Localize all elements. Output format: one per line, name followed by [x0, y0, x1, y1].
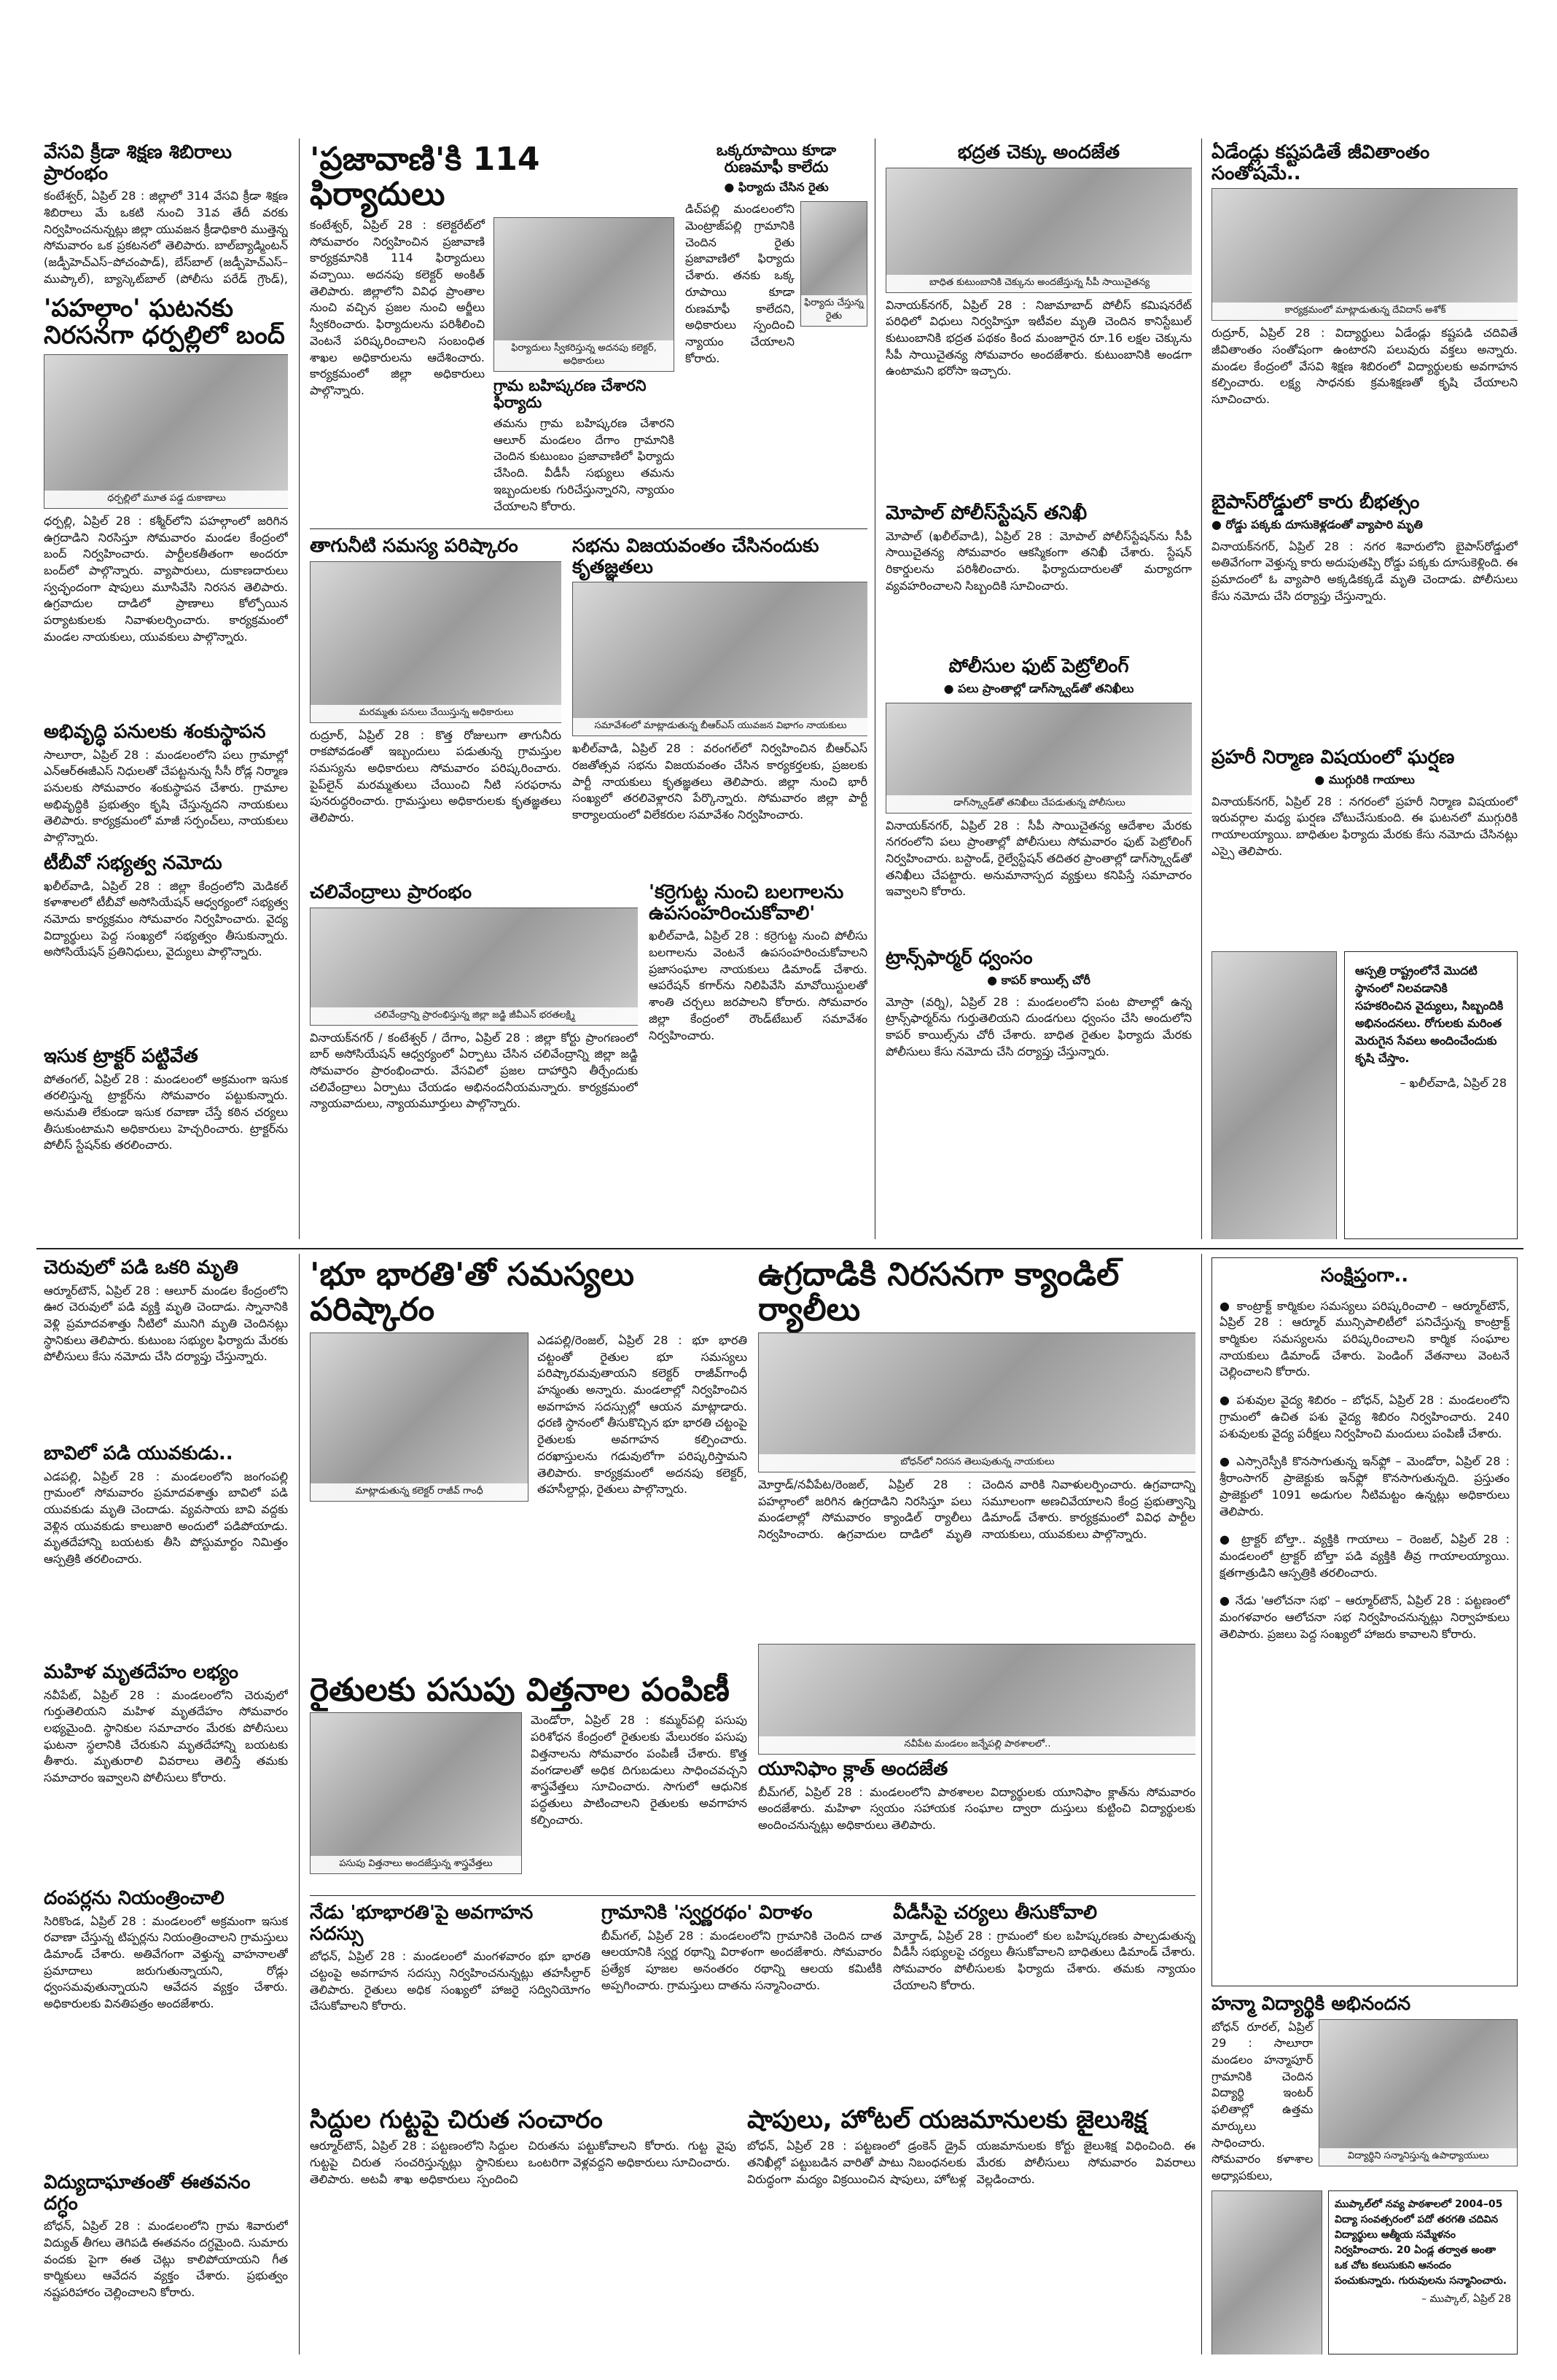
photo-caption: పసుపు విత్తనాలు అందజేస్తున్న శాస్త్రవేత్తలు — [311, 1856, 521, 1873]
article-body: వినాయక్‌నగర్‌, ఏప్రిల్‌ 28 : నగర శివారులోని బైపాస్‌రోడ్డులో అతివేగంగా వెళ్తున్న కారు అదుపుతప్పి రోడ్డు పక్కకు దూసుకెళ్లింది. ఈ ప్రమాదంలో ఓ వ్యాపారి అక్కడికక్కడే మృతి చెందాడు. పోలీసులు కేసు నమోదు చేసి దర్యాప్తు చేస్తున్నారు. — [1211, 539, 1518, 603]
headline: మోపాల్‌ పోలీస్‌స్టేషన్‌ తనిఖీ — [886, 503, 1088, 524]
photo-water-booth — [310, 908, 638, 1026]
bullet-point: ● ఫిర్యాదు చేసిన రైతు — [685, 180, 867, 197]
headline: బైపాస్‌రోడ్డులో కారు బీభత్సం — [1211, 492, 1420, 513]
headline: దంపర్లను నియంత్రించాలి — [44, 1888, 225, 1909]
headline: 'పహల్గాం' ఘటనకు నిరసనగా ధర్పల్లిలో బంద్‌ — [44, 295, 285, 351]
column-rule — [1201, 138, 1202, 1239]
headline: తాగునీటి సమస్య పరిష్కారం — [310, 536, 518, 557]
photo-closed-shops — [44, 354, 288, 509]
article-body: ఖలీల్‌వాడి, ఏప్రిల్‌ 28 : కర్రెగుట్ట నుంచి పోలీసు బలగాలను వెంటనే ఉపసంహరించుకోవాలని ప్రజాసంఘాల నాయకులు డిమాండ్‌ చేశారు. ఆపరేషన్‌ కగార్‌ను నిలిపివేసి మావోయిస్టులతో శాంతి చర్చలు జరపాలని కోరారు. సోమవారం జిల్లా కేంద్రంలో రౌండ్‌టేబుల్‌ సమావేశం నిర్వహించారు. — [649, 929, 867, 1042]
article-summer-camps — [44, 142, 288, 288]
headline: ఇసుక ట్రాక్టర్‌ పట్టివేత — [44, 1046, 198, 1067]
photo-caption: మరమ్మతు పనులు చేయిస్తున్న అధికారులు — [311, 705, 561, 722]
article-student-felicitation — [1211, 1994, 1518, 2183]
photo-caption: బాధిత కుటుంబానికి చెక్కును అందజేస్తున్న సీపీ సాయిచైతన్య — [886, 275, 1192, 292]
article-loan-waiver — [685, 142, 867, 521]
article-woman-body — [44, 1662, 288, 1881]
article-uniform — [758, 1644, 1195, 1892]
photo-repairs — [310, 561, 561, 723]
article-body: బీమ్‌గల్‌, ఏప్రిల్‌ 28 : మండలంలోని పాఠశాలల విద్యార్థులకు యూనిఫాం క్లాత్‌ను సోమవారం అందజేశారు. మహిళా స్వయం సహాయక సంఘాల ద్వారా దుస్తులు కుట్టించి విద్యార్థులకు అందించనున్నట్లు అధికారులు తెలిపారు. — [758, 1784, 1195, 1833]
article-foot-patrol — [886, 656, 1192, 940]
article-bhu-bharathi — [310, 1257, 747, 1666]
article-body: మోపాల్‌ (ఖలీల్‌వాడి), ఏప్రిల్‌ 28 : మోపాల్‌ పోలీస్‌స్టేషన్‌ను సీపీ సాయిచైతన్య సోమవారం ఆకస్మికంగా తనిఖీ చేశారు. స్టేషన్‌ రికార్డులను పరిశీలించారు. ఫిర్యాదుదారులతో మర్యాదగా వ్యవహరించాలని సిబ్బందికి సూచించారు. — [886, 528, 1192, 593]
photo-caption: డాగ్‌స్క్వాడ్‌తో తనిఖీలు చేపడుతున్న పోలీసులు — [886, 795, 1192, 813]
photo-caption: మాట్లాడుతున్న కలెక్టర్‌ రాజీవ్‌ గాంధీ — [311, 1483, 528, 1501]
article-sand-tractor — [44, 1046, 288, 1239]
column-rule — [299, 1254, 300, 2354]
article-body: బోధన్‌ రూరల్‌, ఏప్రిల్‌ 29 : సాలూరా మండలం హన్మాపూర్‌ గ్రామానికి చెందిన విద్యార్థి ఇంటర్‌ ఫలితాల్లో ఉత్తమ మార్కులు సాధించారు. సోమవారం కళాశాల అధ్యాపకులు, — [1211, 2019, 1314, 2183]
headline: 'భూ భారతి'తో సమస్యలు పరిష్కారం — [310, 1257, 634, 1329]
headline: టీబీవో సభ్యత్వ నమోదు — [44, 853, 222, 874]
article-body: బోధన్‌, ఏప్రిల్‌ 28 : పట్టణంలో డ్రంకెన్‌ డ్రైవ్‌ తనిఖీల్లో పట్టుబడిన వారితో పాటు నిబంధనలకు విరుద్ధంగా మద్యం విక్రయించిన షాపులు, హోటళ్ల యజమానులకు కోర్టు జైలుశిక్ష విధించింది. ఈ మేరకు పోలీసులు సోమవారం వివరాలు వెల్లడించారు. — [747, 2139, 1195, 2186]
article-seven-years — [1211, 142, 1518, 485]
photo-seeds — [310, 1712, 522, 1874]
article-body: ఎడపల్లి/రెంజల్‌, ఏప్రిల్‌ 28 : భూ భారతి చట్టంతో రైతుల భూ సమస్యలు పరిష్కారమవుతాయని కలెక్టర్‌ రాజీవ్‌గాంధీ హన్మంతు అన్నారు. మండలాల్లో నిర్వహించిన అవగాహన సదస్సుల్లో ఆయన మాట్లాడారు. ధరణి స్థానంలో తీసుకొచ్చిన భూ భారతి చట్టంపై రైతులకు అవగాహన కల్పించారు. దరఖాస్తులను గడువులోగా పరిష్కరిస్తామని తెలిపారు. కార్యక్రమంలో అదనపు కలెక్టర్‌, తహసీల్దార్లు, రైతులు పాల్గొన్నారు. — [537, 1333, 747, 1497]
article-body: ధర్పల్లి, ఏప్రిల్‌ 28 : కశ్మీర్‌లోని పహల్గాంలో జరిగిన ఉగ్రదాడిని నిరసిస్తూ సోమవారం మండల కేంద్రంలో బంద్‌ నిర్వహించారు. పార్టీలకతీతంగా అందరూ బంద్‌లో పాల్గొన్నారు. వ్యాపారులు, దుకాణదారులు స్వచ్ఛందంగా షాపులు మూసివేసి నిరసన తెలిపారు. ఉగ్రవాదుల దాడిలో ప్రాణాలు కోల్పోయిన పర్యాటకులకు నివాళులర్పించారు. కార్యక్రమంలో మండల నాయకులు, యువకులు పాల్గొన్నారు. — [44, 513, 288, 644]
article-brs-thanks — [572, 536, 867, 875]
photo-farmer — [800, 201, 867, 327]
quote-box-hospital — [1211, 951, 1518, 1239]
article-body: రుద్రూర్‌, ఏప్రిల్‌ 28 : విద్యార్థులు ఏడేండ్లు కష్టపడి చదివితే జీవితాంతం సంతోషంగా ఉంటారని పలువురు వక్తలు అన్నారు. మండల కేంద్రంలో వేసవి శిక్షణ శిబిరంలో విద్యార్థులకు అవగాహన కల్పించారు. లక్ష్య సాధనకు క్రమశిక్షణతో కృషి చేయాలని సూచించారు. — [1211, 326, 1518, 407]
quote — [1328, 2190, 1518, 2354]
photo-reunion — [1211, 2190, 1322, 2354]
section-rule — [310, 1895, 1195, 1896]
headline: రైతులకు పసుపు విత్తనాల పంపిణీ — [310, 1673, 730, 1709]
photo-caption: ఫిర్యాదు చేస్తున్న రైతు — [801, 295, 867, 326]
headline: ప్రహరీ నిర్మాణ విషయంలో ఘర్షణ — [1211, 747, 1455, 768]
article-body: ఖలీల్‌వాడి, ఏప్రిల్‌ 28 : వరంగల్‌లో నిర్వహించిన బీఆర్‌ఎస్‌ రజతోత్సవ సభను విజయవంతం చేసిన కార్యకర్తలకు, ప్రజలకు పార్టీ నాయకులు కృతజ్ఞతలు తెలిపారు. జిల్లా నుంచి భారీ సంఖ్యలో తరలివెళ్లారని పేర్కొన్నారు. సోమవారం జిల్లా పార్టీ కార్యాలయంలో విలేకరుల సమావేశం నిర్వహించారు. — [572, 741, 867, 822]
headline: ట్రాన్స్‌ఫార్మర్‌ ధ్వంసం — [886, 948, 1033, 969]
article-mopal-inspection — [886, 503, 1192, 649]
photo-caption: చలివేంద్రాన్ని ప్రారంభిస్తున్న జిల్లా జడ్జి జీవీఎన్‌ భరతలక్ష్మి — [311, 1007, 638, 1025]
article-body: బోధన్‌, ఏప్రిల్‌ 28 : మండలంలోని గ్రామ శివారులో విద్యుత్‌ తీగలు తెగిపడి ఈతవనం దగ్ధమైంది. సుమారు వందకు పైగా ఈత చెట్లు కాలిపోయాయని గీత కార్మికులు ఆవేదన వ్యక్తం చేశారు. ప్రభుత్వం నష్టపరిహారం చెల్లించాలని కోరారు. — [44, 2219, 288, 2300]
bullet-point: ● రోడ్డు పక్కకు దూసుకెళ్లడంతో వ్యాపారి మృతి — [1211, 518, 1518, 534]
photo-cheque — [886, 168, 1192, 293]
article-bandh — [44, 295, 288, 714]
article-body-2: తమను గ్రామ బహిష్కరణ చేశారని ఆలూర్‌ మండలం దేగాం గ్రామానికి చెందిన కుటుంబం ప్రజావాణిలో ఫిర్యాదు చేసింది. వీడీసీ సభ్యులు తమను ఇబ్బందులకు గురిచేస్తున్నారని, న్యాయం చేయాలని కోరారు. — [493, 415, 674, 513]
article-body: రుద్రూర్‌, ఏప్రిల్‌ 28 : కొత్త రోజులుగా తాగునీరు రాకపోవడంతో ఇబ్బందులు పడుతున్న గ్రామస్తుల సమస్యను అధికారులు సోమవారం పరిష్కరించారు. పైప్‌లైన్‌ మరమ్మతులు చేయించి నీటి సరఫరాను పునరుద్ధరించారు. గ్రామస్తులు అధికారులకు కృతజ్ఞతలు తెలిపారు. — [310, 727, 561, 825]
article-body: మోర్తాడ్‌, ఏప్రిల్‌ 28 : గ్రామంలో కుల బహిష్కరణకు పాల్పడుతున్న వీడీసీ సభ్యులపై చర్యలు తీసుకోవాలని బాధితులు డిమాండ్‌ చేశారు. సోమవారం పోలీసులకు ఫిర్యాదు చేశారు. తమకు న్యాయం చేయాలని కోరారు. — [893, 1928, 1195, 1992]
article-body: ఆర్మూర్‌టౌన్‌, ఏప్రిల్‌ 28 : ఆలూర్‌ మండల కేంద్రంలోని ఊర చెరువులో పడి వ్యక్తి మృతి చెందాడు. స్నానానికి వెళ్లి ప్రమాదవశాత్తు నీటిలో మునిగి మృతి చెందినట్లు స్థానికులు తెలిపారు. కుటుంబ సభ్యుల ఫిర్యాదు మేరకు పోలీసులు కేసు నమోదు చేసి దర్యాప్తు చేస్తున్నారు. — [44, 1283, 288, 1364]
photo-caption: ధర్పల్లిలో మూత పడ్డ దుకాణాలు — [44, 491, 288, 508]
quote-credit: – ఖలీల్‌వాడి, ఏప్రిల్‌ 28 — [1400, 1076, 1507, 1090]
headline: నేడు 'భూభారతి'పై అవగాహన సదస్సు — [310, 1903, 534, 1945]
photo-prajavani — [493, 217, 674, 372]
article-jail-sentence — [747, 2107, 1195, 2354]
article-body: వినాయక్‌నగర్‌, ఏప్రిల్‌ 28 : నగరంలో ప్రహరీ నిర్మాణ విషయంలో ఇరువర్గాల మధ్య ఘర్షణ చోటుచేసుకుంది. ఈ ఘటనలో ముగ్గురికి గాయాలయ్యాయి. బాధితుల ఫిర్యాదు మేరకు కేసు నమోదు చేసినట్లు ఎస్సై తెలిపారు. — [1211, 794, 1518, 858]
headline: ఒక్కరూపాయి కూడా రుణమాఫీ కాలేదు — [716, 142, 837, 176]
photo-collector — [310, 1333, 528, 1502]
article-transformer — [886, 948, 1192, 1239]
article-foundation-stone — [44, 722, 288, 846]
quote-text: ముప్కాల్‌లో నవ్య పాఠశాలలో 2004–05 విద్యా సంవత్సరంలో పదో తరగతి చదివిన విద్యార్థులు ఆత్మీయ సమ్మేళనం నిర్వహించారు. 20 ఏండ్ల తర్వాత అంతా ఒక చోట కలుసుకుని ఆనందం పంచుకున్నారు. గురువులను సన్మానించారు. — [1335, 2198, 1507, 2287]
list-item: ● కాంట్రాక్ట్‌ కార్మికుల సమస్యలు పరిష్కరించాలి – ఆర్మూర్‌టౌన్‌, ఏప్రిల్‌ 28 : ఆర్మూర్‌ మున్సిపాలిటీలో పనిచేస్తున్న కాంట్రాక్ట్‌ కార్మికుల సమస్యలను పరిష్కరించాలని కార్మిక సంఘాల నాయకులు డిమాండ్‌ చేశారు. పెండింగ్‌ వేతనాలు వెంటనే చెల్లించాలని కోరారు. — [1220, 1298, 1510, 1381]
article-body: మోస్రా (వర్ని), ఏప్రిల్‌ 28 : మండలంలోని పంట పొలాల్లో ఉన్న ట్రాన్స్‌ఫార్మర్‌ను గుర్తుతెలియని దుండగులు ధ్వంసం చేసి అందులోని కాపర్‌ కాయిల్స్‌ను చోరీ చేశారు. బాధిత రైతుల ఫిర్యాదు మేరకు పోలీసులు కేసు నమోదు చేసి దర్యాప్తు చేస్తున్నారు. — [886, 994, 1192, 1058]
article-body: కంటేశ్వర్‌, ఏప్రిల్‌ 28 : కలెక్టరేట్‌లో సోమవారం నిర్వహించిన ప్రజావాణి కార్యక్రమానికి 114 ఫిర్యాదులు వచ్చాయి. అదనపు కలెక్టర్‌ అంకిత్‌ తెలిపారు. జిల్లాలోని వివిధ ప్రాంతాల నుంచి వచ్చిన ప్రజల నుంచి అర్జీలు స్వీకరించారు. ఫిర్యాదులను పరిశీలించి వెంటనే పరిష్కరించాలని సంబంధిత శాఖల అధికారులను ఆదేశించారు. కార్యక్రమంలో జిల్లా అధికారులు పాల్గొన్నారు. — [310, 217, 485, 397]
article-body: మోర్తాడ్‌/నవీపేట/రెంజల్‌, ఏప్రిల్‌ 28 : పహల్గాంలో జరిగిన ఉగ్రదాడిని నిరసిస్తూ పలు మండలాల్లో సోమవారం క్యాండిల్‌ ర్యాలీలు నిర్వహించారు. ఉగ్రవాదుల దాడిలో మృతి చెందిన వారికి నివాళులర్పించారు. ఉగ్రవాదాన్ని సమూలంగా అణచివేయాలని కేంద్ర ప్రభుత్వాన్ని డిమాండ్‌ చేశారు. కార్యక్రమంలో వివిధ పార్టీల నాయకులు, యువకులు పాల్గొన్నారు. — [758, 1477, 1195, 1541]
article-drinking-water — [310, 536, 561, 875]
article-lake-death — [44, 1257, 288, 1436]
headline: అభివృద్ధి పనులకు శంకుస్థాపన — [44, 722, 266, 743]
photo-caption: కార్యక్రమంలో మాట్లాడుతున్న దేవిదాస్‌ అశోక్‌ — [1212, 303, 1518, 320]
photo-caption: నవీపేట మండలం జన్నేపల్లి పాఠశాలలో.. — [759, 1736, 1195, 1754]
headline: పోలీసుల ఫుట్‌ పెట్రోలింగ్‌ — [948, 656, 1129, 677]
article-body: ఖలీల్‌వాడి, ఏప్రిల్‌ 28 : జిల్లా కేంద్రంలోని మెడికల్‌ కళాశాలలో టీబీవో అసోసియేషన్‌ ఆధ్వర్యంలో సభ్యత్వ నమోదు కార్యక్రమం సోమవారం నిర్వహించారు. వైద్య విద్యార్థులు పెద్ద సంఖ్యలో సభ్యత్వం తీసుకున్నారు. అసోసియేషన్‌ ప్రతినిధులు, వైద్యులు పాల్గొన్నారు. — [44, 878, 288, 959]
article-security-cheque — [886, 142, 1192, 492]
article-body: కంటేశ్వర్‌, ఏప్రిల్‌ 28 : జిల్లాలో 314 వేసవి క్రీడా శిక్షణ శిబిరాలు మే ఒకటి నుంచి 31వ తేదీ వరకు నిర్వహించనున్నట్లు జిల్లా యువజన క్రీడాధికారి ముత్తెన్న సోమవారం ఒక ప్రకటనలో తెలిపారు. బాల్‌బ్యాడ్మింటన్‌ (జడ్పీహెచ్‌ఎస్‌–పోచంపాడ్‌), బేస్‌బాల్‌ (జడ్పీహెచ్‌ఎస్‌–ముప్కాల్‌), బ్యాస్కెట్‌బాల్‌ (పోలీసు పరేడ్‌ గ్రౌండ్‌), — [44, 189, 288, 286]
article-body: మెండోరా, ఏప్రిల్‌ 28 : కమ్మర్‌పల్లి పసుపు పరిశోధన కేంద్రంలో రైతులకు మేలురకం పసుపు విత్తనాలను సోమవారం పంపిణీ చేశారు. కొత్త వంగడాలతో అధిక దిగుబడులు సాధించవచ్చని శాస్త్రవేత్తలు సూచించారు. సాగులో ఆధునిక పద్ధతులు పాటించాలని రైతులకు అవగాహన కల్పించారు. — [531, 1713, 747, 1827]
headline: గ్రామానికి 'స్వర్ణరథం' విరాళం — [601, 1903, 813, 1924]
article-water-booths — [310, 882, 638, 1239]
article-well-death — [44, 1443, 288, 1655]
headline: సంక్షిప్తంగా.. — [1320, 1265, 1409, 1287]
article-palm-grove — [44, 2172, 288, 2354]
headline: 'కర్రెగుట్ట నుంచి బలగాలను ఉపసంహరించుకోవాలి' — [649, 882, 844, 924]
article-body: ఆర్మూర్‌టౌన్‌, ఏప్రిల్‌ 28 : పట్టణంలోని సిద్దుల గుట్టపై చిరుత సంచరిస్తున్నట్లు స్థానికులు తెలిపారు. అటవీ శాఖ అధికారులు స్పందించి చిరుతను పట్టుకోవాలని కోరారు. గుట్ట వైపు ఒంటరిగా వెళ్లవద్దని అధికారులు సూచించారు. — [310, 2139, 736, 2186]
article-body: సాలూరా, ఏప్రిల్‌ 28 : మండలంలోని పలు గ్రామాల్లో ఎన్‌ఆర్‌ఈజీఎస్‌ నిధులతో చేపట్టనున్న సీసీ రోడ్ల నిర్మాణ పనులకు సోమవారం శంకుస్థాపన చేశారు. గ్రామాల అభివృద్ధికి ప్రభుత్వం కృషి చేస్తున్నదని నాయకులు తెలిపారు. కార్యక్రమంలో మాజీ సర్పంచ్‌లు, నాయకులు పాల్గొన్నారు. — [44, 747, 288, 845]
page-divider — [36, 1248, 1523, 1249]
headline: మహిళ మృతదేహం లభ్యం — [44, 1662, 238, 1683]
headline: చలివేంద్రాలు ప్రారంభం — [310, 882, 472, 903]
article-body: డిచ్‌పల్లి మండలంలోని మెంట్రాజ్‌పల్లి గ్రామానికి చెందిన రైతు ప్రజావాణిలో ఫిర్యాదు చేశారు. తనకు ఒక్క రూపాయి కూడా రుణమాఫీ కాలేదని, అధికారులు స్పందించి న్యాయం చేయాలని కోరారు. — [685, 202, 795, 365]
list-item: ● పశువుల వైద్య శిబిరం – బోధన్‌, ఏప్రిల్‌ 28 : మండలంలోని గ్రామంలో ఉచిత పశు వైద్య శిబిరం నిర్వహించారు. 240 పశువులకు వైద్య పరీక్షలు నిర్వహించి మందులు పంపిణీ చేశారు. — [1220, 1392, 1510, 1442]
headline: సిద్దుల గుట్టపై చిరుత సంచారం — [310, 2107, 603, 2134]
bullet-point: ● పలు ప్రాంతాల్లో డాగ్‌స్క్వాడ్‌తో తనిఖీలు — [886, 682, 1192, 698]
photo-rally — [758, 1333, 1195, 1472]
column-rule — [299, 138, 300, 1239]
headline: ఉగ్రదాడికి నిరసనగా క్యాండిల్‌ ర్యాలీలు — [758, 1257, 1120, 1329]
article-dumpers — [44, 1888, 288, 2165]
photo-student — [1319, 2019, 1518, 2166]
article-body: వినాయక్‌నగర్‌, ఏప్రిల్‌ 28 : నిజామాబాద్‌ పోలీస్‌ కమిషనరేట్‌ పరిధిలో విధులు నిర్వహిస్తూ ఇటీవల మృతి చెందిన కానిస్టేబుల్‌ కుటుంబానికి భద్రత పథకం కింద మంజూరైన రూ.16 లక్షల చెక్కును సీపీ సాయిచైతన్య సోమవారం అందజేశారు. కుటుంబానికి అండగా ఉంటామని భరోసా ఇచ్చారు. — [886, 297, 1192, 378]
article-candle-rallies — [758, 1257, 1195, 1636]
article-body: సిరికొండ, ఏప్రిల్‌ 28 : మండలంలో అక్రమంగా ఇసుక రవాణా చేస్తున్న టిప్పర్లను నియంత్రించాలని గ్రామస్తులు డిమాండ్‌ చేశారు. అతివేగంగా వెళ్తున్న వాహనాలతో ప్రమాదాలు జరుగుతున్నాయని, రోడ్లు ధ్వంసమవుతున్నాయని ఆవేదన వ్యక్తం చేశారు. అధికారులకు వినతిపత్రం అందజేశారు. — [44, 1913, 288, 2011]
article-body: పోతంగల్‌, ఏప్రిల్‌ 28 : మండలంలో అక్రమంగా ఇసుక తరలిస్తున్న ట్రాక్టర్‌ను సోమవారం పట్టుకున్నారు. అనుమతి లేకుండా ఇసుక రవాణా చేస్తే కఠిన చర్యలు తీసుకుంటామని అధికారులు హెచ్చరించారు. ట్రాక్టర్‌ను పోలీస్‌ స్టేషన్‌కు తరలించారు. — [44, 1072, 288, 1152]
column-rule — [1201, 1254, 1202, 2354]
article-wall-clash — [1211, 747, 1518, 944]
headline: 'ప్రజావాణి'కి 114 ఫిర్యాదులు — [310, 142, 540, 214]
subheadline: గ్రామ బహిష్కరణ చేశారని ఫిర్యాదు — [493, 376, 647, 411]
headline: షాపులు, హోటల్‌ యజమానులకు జైలుశిక్ష — [747, 2107, 1147, 2134]
article-body: బోధన్‌, ఏప్రిల్‌ 28 : మండలంలో మంగళవారం భూ భారతి చట్టంపై అవగాహన సదస్సు నిర్వహించనున్నట్లు తహసీల్దార్‌ తెలిపారు. రైతులు అధిక సంఖ్యలో హాజరై సద్వినియోగం చేసుకోవాలని కోరారు. — [310, 1949, 590, 2013]
article-body: నవీపేట్‌, ఏప్రిల్‌ 28 : మండలంలోని చెరువులో గుర్తుతెలియని మహిళ మృతదేహం సోమవారం లభ్యమైంది. స్థానికుల సమాచారం మేరకు పోలీసులు ఘటనా స్థలానికి చేరుకుని మృతదేహాన్ని బయటకు తీశారు. మృతురాలి వివరాలు తెలిస్తే తమకు సమాచారం ఇవ్వాలని పోలీసులు కోరారు. — [44, 1688, 288, 1785]
article-tbo-membership — [44, 853, 288, 1039]
photo-hospital — [1211, 951, 1337, 1239]
headline: చెరువులో పడి ఒకరి మృతి — [44, 1257, 238, 1279]
article-turmeric-seeds — [310, 1673, 747, 1892]
photo-meeting — [572, 582, 867, 736]
photo-speaker — [1211, 188, 1518, 321]
article-body: వినాయక్‌నగర్‌, ఏప్రిల్‌ 28 : సీపీ సాయిచైతన్య ఆదేశాల మేరకు నగరంలోని పలు ప్రాంతాల్లో పోలీసులు సోమవారం ఫుట్‌ పెట్రోలింగ్‌ నిర్వహించారు. బస్టాండ్‌, రైల్వేస్టేషన్‌ తదితర ప్రాంతాల్లో డాగ్‌స్క్వాడ్‌తో తనిఖీలు చేపట్టారు. అనుమానాస్పద వ్యక్తులు కనిపిస్తే సమాచారం ఇవ్వాలని కోరారు. — [886, 818, 1192, 899]
quote-text: ఆస్పత్రి రాష్ట్రంలోనే మొదటి స్థానంలో నిలవడానికి సహకరించిన వైద్యులు, సిబ్బందికి అభినందనలు. రోగులకు మరింత మెరుగైన సేవలు అందించేందుకు కృషి చేస్తాం. — [1355, 964, 1504, 1065]
headline: హన్మా విద్యార్థికి అభినందన — [1211, 1994, 1411, 2015]
headline: సభను విజయవంతం చేసినందుకు కృతజ్ఞతలు — [572, 536, 819, 578]
list-item: ● ట్రాక్టర్‌ బోల్తా.. వ్యక్తికి గాయాలు – రెంజల్‌, ఏప్రిల్‌ 28 : మండలంలో ట్రాక్టర్‌ బోల్తా పడి వ్యక్తికి తీవ్ర గాయాలయ్యాయి. క్షతగాత్రుడిని ఆస్పత్రికి తరలించారు. — [1220, 1532, 1510, 1581]
headline: వేసవి క్రీడా శిక్షణ శిబిరాలు ప్రారంభం — [44, 142, 232, 184]
headline: యూనిఫాం క్లాత్‌ అందజేత — [758, 1758, 948, 1780]
photo-caption: బోధన్‌లో నిరసన తెలుపుతున్న నాయకులు — [759, 1454, 1195, 1472]
headline: భద్రత చెక్కు అందజేత — [957, 142, 1120, 163]
list-item: ● ఎస్సారెస్పీకి కొనసాగుతున్న ఇన్‌ఫ్లో – మెండోరా, ఏప్రిల్‌ 28 : శ్రీరాంసాగర్‌ ప్రాజెక్టుకు ఇన్‌ఫ్లో కొనసాగుతున్నది. ప్రస్తుతం ప్రాజెక్టులో 1091 అడుగుల నీటిమట్టం ఉన్నట్లు అధికారులు తెలిపారు. — [1220, 1454, 1510, 1520]
article-leopard — [310, 2107, 736, 2354]
article-bypass-accident — [1211, 492, 1518, 740]
article-body: బీమ్‌గల్‌, ఏప్రిల్‌ 28 : మండలంలోని గ్రామానికి చెందిన దాత ఆలయానికి స్వర్ణ రథాన్ని విరాళంగా అందజేశారు. సోమవారం ప్రత్యేక పూజల అనంతరం రథాన్ని ఆలయ కమిటీకి అప్పగించారు. గ్రామస్తులు దాతను సన్మానించారు. — [601, 1928, 882, 1992]
article-prajavani — [310, 142, 674, 521]
bullet-point: ● కాపర్‌ కాయిల్స్‌ చోరీ — [886, 973, 1192, 990]
photo-caption: సమావేశంలో మాట్లాడుతున్న బీఆర్‌ఎస్‌ యువజన విభాగం నాయకులు — [573, 718, 867, 736]
article-swarna-ratham — [601, 1903, 882, 2099]
quote-credit: – ముప్కాల్‌, ఏప్రిల్‌ 28 — [1421, 2293, 1511, 2305]
brief-list — [1220, 1298, 1510, 1643]
photo-dog-squad — [886, 703, 1192, 814]
section-rule — [310, 528, 867, 529]
quote-box-reunion — [1211, 2190, 1518, 2354]
quote — [1344, 951, 1518, 1239]
photo-caption: విద్యార్థిని సన్మానిస్తున్న ఉపాధ్యాయులు — [1319, 2148, 1517, 2166]
article-body: వినాయక్‌నగర్‌ / కంటేశ్వర్‌ / దేగాం, ఏప్రిల్‌ 28 : జిల్లా కోర్టు ప్రాంగణంలో బార్‌ అసోసియేషన్‌ ఆధ్వర్యంలో ఏర్పాటు చేసిన చలివేంద్రాన్ని జిల్లా జడ్జి సోమవారం ప్రారంభించారు. వేసవిలో ప్రజల దాహార్తిని తీర్చేందుకు చలివేంద్రాలు ఏర్పాటు చేయడం అభినందనీయమన్నారు. కార్యక్రమంలో న్యాయవాదులు, న్యాయమూర్తులు పాల్గొన్నారు. — [310, 1030, 638, 1111]
list-item: ● నేడు 'ఆలోచనా సభ' – ఆర్మూర్‌టౌన్‌, ఏప్రిల్‌ 28 : పట్టణంలో మంగళవారం ఆలోచనా సభ నిర్వహించనున్నట్లు నిర్వాహకులు తెలిపారు. ప్రజలు పెద్ద సంఖ్యలో హాజరు కావాలని కోరారు. — [1220, 1593, 1510, 1642]
brief-news-box — [1211, 1257, 1518, 1986]
headline: విద్యుదాఘాతంతో ఈతవనం దగ్ధం — [44, 2172, 251, 2215]
headline: వీడీసీపై చర్యలు తీసుకోవాలి — [893, 1903, 1098, 1924]
article-karregutta — [649, 882, 867, 1239]
photo-caption: ఫిర్యాదులు స్వీకరిస్తున్న అదనపు కలెక్టర్‌, అధికారులు — [494, 340, 674, 371]
article-bhubharathi-meeting — [310, 1903, 590, 2099]
article-vdc-action — [893, 1903, 1195, 2099]
bullet-point: ● ముగ్గురికి గాయాలు — [1211, 773, 1518, 789]
headline: బావిలో పడి యువకుడు.. — [44, 1443, 233, 1464]
article-body: ఎడపల్లి, ఏప్రిల్‌ 28 : మండలంలోని జంగంపల్లి గ్రామంలో సోమవారం ప్రమాదవశాత్తు బావిలో పడి యువకుడు మృతి చెందాడు. వ్యవసాయ బావి వద్దకు వెళ్లిన యువకుడు కాలుజారి అందులో పడిపోయాడు. మృతదేహాన్ని బయటకు తీసి పోస్టుమార్టం నిమిత్తం ఆస్పత్రికి తరలించారు. — [44, 1469, 288, 1566]
photo-uniform — [758, 1644, 1195, 1755]
headline: ఏడేండ్లు కష్టపడితే జీవితాంతం సంతోషమే.. — [1211, 142, 1430, 184]
